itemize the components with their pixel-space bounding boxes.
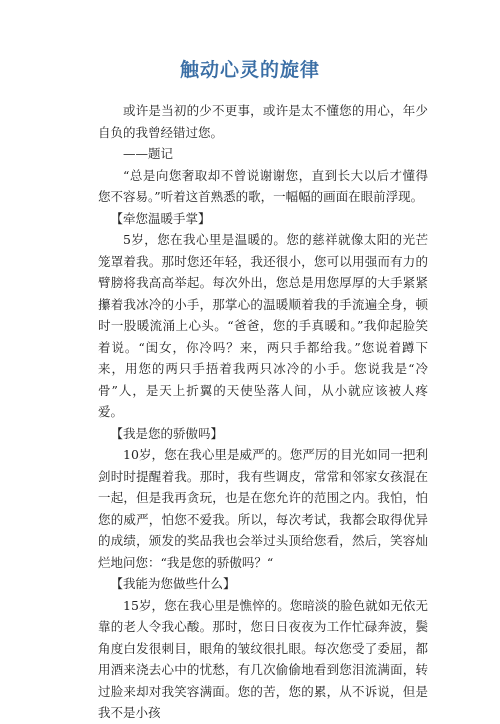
section-heading-1: 【牵您温暖手掌】 <box>110 210 211 226</box>
article-title: 触动心灵的旋律 <box>179 59 320 81</box>
section-body-1: 5岁，您在我心里是温暖的。您的慈祥就像太阳的光芒笼罩着我。那时您还年轻，我还很小，您可以用强而有力的臂膀将我高高举起。每次外出，您总是用您厚厚的大手紧紧攥着我冰冷的小手，那掌心的温暖顺着我的手流遍全身，顿时一股暖流涌上心头。“爸爸，您的手真暖和。”我仰起脸笑着说。“闺女，你冷吗？来，两只手都给我。”您说着蹲下来，用您的两只手捂着我两只冰冷的小手。您说我是“冷骨”人，是天上折翼的天使坠落人间，从小就应该被人疼爱。 <box>98 232 428 419</box>
preface-text: 或许是当初的少不更事，或许是太不懂您的用心，年少自负的我曾经错过您。 <box>98 103 428 140</box>
section-heading-2: 【我是您的骄傲吗】 <box>110 425 224 441</box>
section-body-3: 15岁，您在我心里是憔悴的。您暗淡的脸色就如无依无靠的老人令我心酸。那时，您日日夜夜为工作忙碌奔波，鬓角度白发很刺目，眼角的皱纹很扎眼。每次您受了委屈，都用酒来浇去心中的忧愁，有几次偷偷地看到您泪流满面，转过脸来却对我笑容满面。您的苦，您的累，从不诉说，但是我不是小孩 <box>98 597 428 720</box>
preface-signature: ——题记 <box>123 146 174 161</box>
section-heading-3: 【我能为您做些什么】 <box>110 576 236 591</box>
section-body-2: 10岁，您在我心里是威严的。您严厉的目光如同一把利剑时时提醒着我。那时，我有些调皮，常常和邻家女孩混在一起，但是我再贪玩，也是在您允许的范围之内。我怕，怕您的威严，怕您不爱我。所以，每次考试，我都会取得优异的成绩，颁发的奖品我也会举过头顶给您看，然后，笑容灿烂地问您：“我是您的骄傲吗？“ <box>98 447 428 570</box>
intro-paragraph: “总是向您奢取却不曾说谢谢您，直到长大以后才懂得您不容易。”听着这首熟悉的歌，一幅幅的画面在眼前浮现。 <box>98 167 428 204</box>
article-body <box>98 100 428 724</box>
